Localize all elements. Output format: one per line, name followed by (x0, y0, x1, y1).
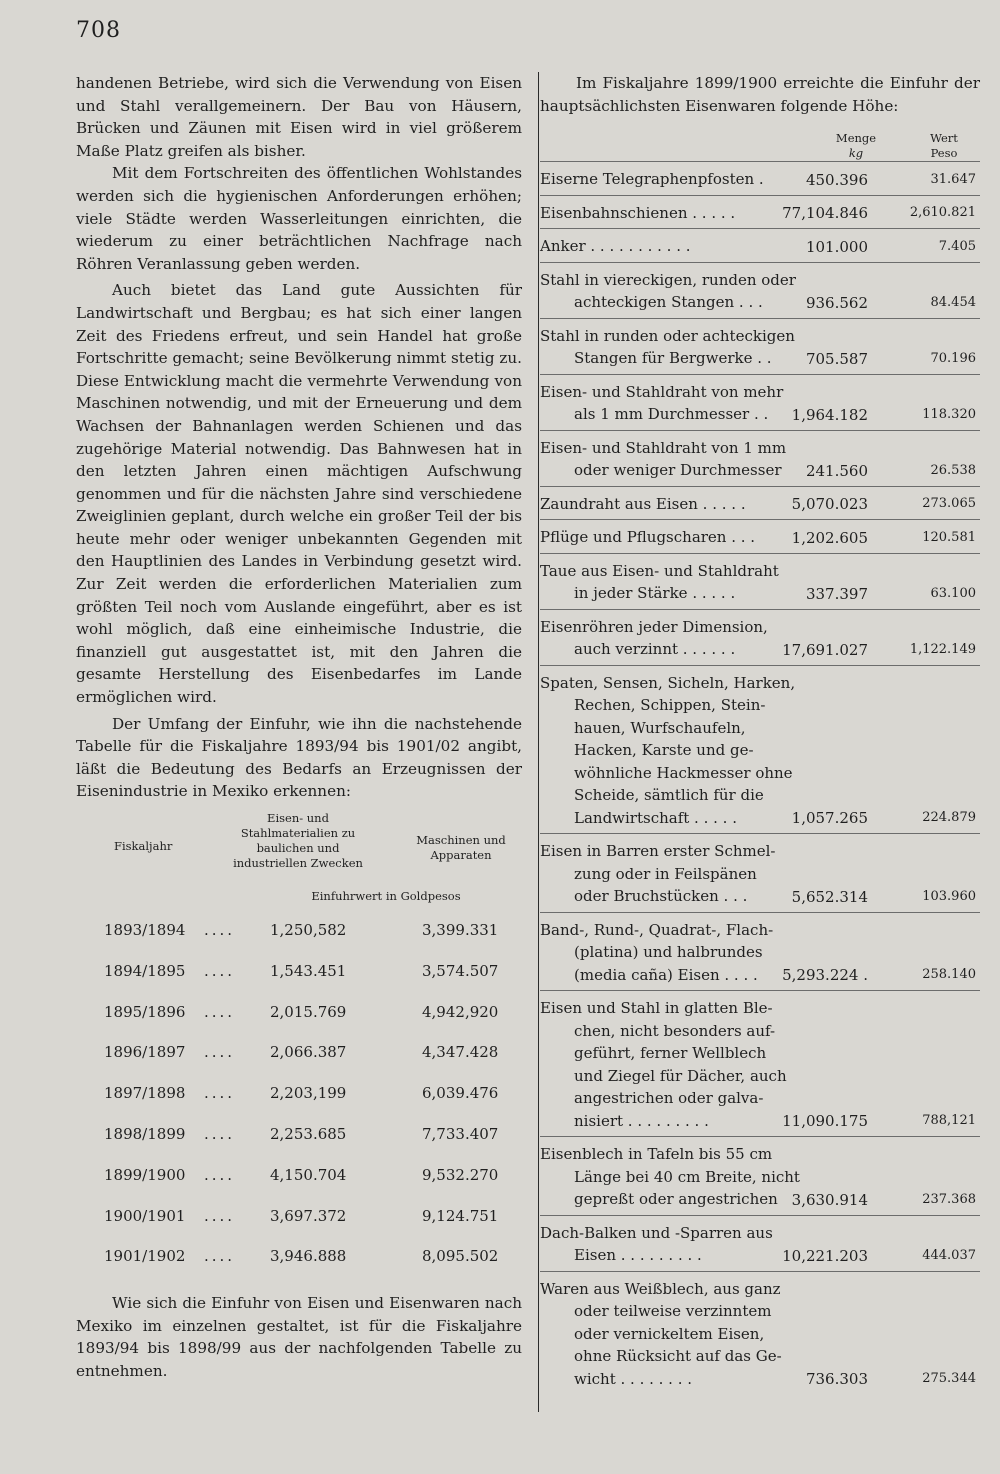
iron-steel-value: 2,253.685 (270, 1124, 347, 1143)
iron-steel-value: 3,946.888 (270, 1247, 347, 1266)
paragraph: Auch bietet das Land gute Aussichten für Landwirtschaft und Bergbau; es hat sich einer langen Zeit des Friedens erfreut, und sein Handel hat große Fortschritte gemacht; seine Bevölkerung nimmt stetig zu. Diese Entwicklung macht die vermehrte Verwendung von Maschinen notwendig, und mit der Erneuerung und dem Wachsen der Bahnanlagen werden Schienen und das zugehörige Material notwendig. Das Bahnwesen hat in den letzten Jahren einen mächtigen Aufschwung genommen und für die nächsten Jahre sind verschiedene Zweiglinien geplant, durch welche ein großer Teil der bis heute mehr oder weniger unbekannten Gegenden mit den Hauptlinien des Landes in Verbindung gesetzt wird. Zur Zeit werden die erforderlichen Materialien zum größten Teil noch vom Auslande eingeführt, aber es ist wohl möglich, daß eine einheimische Industrie, die finanziell gut ausgestattet ist, mit den Jahren die gesamte Herstellung des Eisenbedarfes im Lande ermöglichen wird. (76, 281, 522, 707)
item-description (540, 325, 802, 370)
table-row (540, 912, 980, 991)
item-line: (media caña) Eisen . . . . (574, 965, 758, 984)
value-peso: 444.037 (922, 1247, 976, 1263)
goods-table-header (540, 127, 980, 161)
value-peso: 273.065 (922, 496, 976, 512)
value-peso: 258.140 (922, 967, 976, 983)
leader-dots: .... (204, 1124, 236, 1143)
quantity-kg: 1,202.605 (791, 528, 868, 547)
machines-value: 9,124.751 (422, 1206, 499, 1225)
item-line: Rechen, Schippen, Stein- (574, 696, 766, 715)
table-row (540, 430, 980, 486)
quantity-kg: 77,104.846 (782, 204, 868, 223)
item-description (540, 437, 802, 482)
column-divider (538, 72, 539, 1412)
item-line: achteckigen Stangen . . . (574, 293, 763, 312)
fiscal-year: 1900/1901 (104, 1206, 186, 1225)
value-peso: 788,121 (922, 1113, 976, 1129)
quantity-kg: 705.587 (805, 349, 868, 368)
table-row (540, 833, 980, 912)
leader-dots: .... (204, 1165, 236, 1184)
fiscal-year: 1893/1894 (104, 921, 186, 939)
item-description (540, 616, 802, 661)
quantity-kg: 736.303 (805, 1370, 868, 1389)
fiscal-year: 1897/1898 (104, 1084, 186, 1103)
table-row (540, 1136, 980, 1215)
fiscal-year: 1896/1897 (104, 1043, 186, 1062)
table-row (76, 1239, 522, 1280)
table-row (76, 995, 522, 1036)
item-line: Anker . . . . . . . . . . . (540, 237, 691, 256)
item-line: Länge bei 40 cm Breite, nicht (574, 1167, 800, 1186)
item-description (540, 1222, 802, 1267)
leader-dots: .... (204, 921, 236, 939)
table-row (540, 374, 980, 430)
item-line: Band-, Rund-, Quadrat-, Flach- (540, 920, 774, 939)
fiscal-year: 1895/1896 (104, 1002, 186, 1021)
item-line: geführt, ferner Wellblech (574, 1044, 767, 1063)
quantity-kg: 5,293.224 . (782, 966, 868, 985)
item-line: Zaundraht aus Eisen . . . . . (540, 494, 746, 513)
leader-dots: .... (204, 1206, 236, 1225)
quantity-kg: 450.396 (805, 170, 868, 189)
header-iron-steel: Eisen- und Stahlmaterialien zu baulichen und industriellen Zwecken (233, 811, 363, 870)
value-peso: 2,610.821 (909, 205, 976, 221)
item-line: in jeder Stärke . . . . . (574, 584, 736, 603)
quantity-kg: 11,090.175 (782, 1112, 868, 1131)
quantity-kg: 3,630.914 (791, 1190, 868, 1209)
goods-table-body (540, 161, 980, 1394)
machines-value: 6,039.476 (422, 1084, 499, 1103)
page-number: 708 (76, 18, 121, 43)
item-line: und Ziegel für Dächer, auch (574, 1066, 787, 1085)
table-row (540, 609, 980, 665)
iron-steel-value: 2,203,199 (270, 1084, 347, 1103)
quantity-kg: 10,221.203 (782, 1246, 868, 1265)
leader-dots: .... (204, 1084, 236, 1103)
item-line: Stahl in viereckigen, runden oder (540, 270, 796, 289)
item-line: hauen, Wurfschaufeln, (574, 718, 746, 737)
item-line: oder Bruchstücken . . . (574, 887, 748, 906)
table-row (76, 954, 522, 995)
paragraph: handenen Betriebe, wird sich die Verwendung von Eisen und Stahl verallgemeinern. Der Bau von Häusern, Brücken und Zäunen mit Eisen wird in viel größerem Maße Platz greifen als bisher. (76, 74, 522, 160)
fiscal-year: 1899/1900 (104, 1165, 186, 1184)
item-line: auch verzinnt . . . . . . (574, 640, 736, 659)
right-column (540, 72, 980, 1394)
item-line: gepreßt oder angestrichen (574, 1190, 778, 1209)
value-peso: 118.320 (922, 406, 976, 422)
paragraph: Mit dem Fortschreiten des öffentlichen Wohlstandes werden sich die hygienischen Anforderungen erhöhen; viele Städte werden Wasserleitungen einrichten, die wiederum zu einer beträchtlichen Nachfrage nach Röhren Veranlassung geben werden. (76, 164, 522, 273)
item-line: angestrichen oder galva- (574, 1089, 764, 1108)
item-line: Waren aus Weißblech, aus ganz (540, 1279, 781, 1298)
table-row (540, 665, 980, 834)
value-peso: 275.344 (922, 1371, 976, 1387)
table-row (76, 1035, 522, 1076)
value-peso: 224.879 (922, 810, 976, 826)
quantity-kg: 17,691.027 (782, 640, 868, 659)
item-description (540, 1278, 802, 1391)
paragraph: Der Umfang der Einfuhr, wie ihn die nachstehende Tabelle für die Fiskaljahre 1893/94 bis 1901/02 angibt, läßt die Bedeutung des Bedarfs an Erzeugnissen der Eisenindustrie in Mexiko erkennen: (76, 714, 522, 801)
item-line: Spaten, Sensen, Sicheln, Harken, (540, 673, 796, 692)
paragraph: Wie sich die Einfuhr von Eisen und Eisenwaren nach Mexiko im einzelnen gestaltet, ist für die Fiskaljahre 1893/94 bis 1898/99 aus der nachfolgenden Tabelle zu entnehmen. (76, 1294, 522, 1380)
item-line: ohne Rücksicht auf das Ge- (574, 1347, 782, 1366)
item-line: Landwirtschaft . . . . . (574, 808, 737, 827)
table-row (540, 519, 980, 553)
item-line: Hacken, Karste und ge- (574, 741, 754, 760)
item-line: Eisen in Barren erster Schmel- (540, 842, 776, 861)
quantity-kg: 1,964.182 (791, 405, 868, 424)
machines-value: 4,942,920 (422, 1002, 499, 1021)
item-line: Scheide, sämtlich für die (574, 786, 764, 805)
leader-dots: .... (204, 961, 236, 980)
item-description (540, 1143, 802, 1211)
value-peso: 1,122.149 (909, 641, 976, 657)
item-line: Eiserne Telegraphenpfosten . (540, 170, 764, 189)
item-line: Stahl in runden oder achteckigen (540, 326, 795, 345)
item-description (540, 672, 802, 830)
item-line: als 1 mm Durchmesser . . (574, 405, 769, 424)
machines-value: 9,532.270 (422, 1165, 499, 1184)
item-line: Eisen- und Stahldraht von 1 mm (540, 438, 787, 457)
machines-value: 7,733.407 (422, 1124, 499, 1143)
iron-steel-value: 4,150.704 (270, 1165, 347, 1184)
value-peso: 120.581 (922, 529, 976, 545)
paragraph: Im Fiskaljahre 1899/1900 erreichte die Einfuhr der hauptsächlichsten Eisenwaren folgende Höhe: (540, 74, 980, 115)
iron-steel-value: 3,697.372 (270, 1206, 347, 1225)
item-line: nisiert . . . . . . . . . (574, 1111, 709, 1130)
table-row (540, 553, 980, 609)
import-table-header (76, 807, 522, 913)
fiscal-year: 1894/1895 (104, 961, 186, 980)
quantity-kg: 5,070.023 (791, 495, 868, 514)
header-import-value: Einfuhrwert in Goldpesos (311, 889, 461, 903)
machines-value: 8,095.502 (422, 1247, 499, 1266)
table-row (540, 228, 980, 262)
item-line: Dach-Balken und -Sparren aus (540, 1223, 773, 1242)
leader-dots: .... (204, 1043, 236, 1062)
quantity-kg: 241.560 (805, 461, 868, 480)
quantity-kg: 101.000 (805, 237, 868, 256)
item-line: Stangen für Bergwerke . . (574, 349, 772, 368)
item-description (540, 168, 802, 191)
item-description (540, 235, 802, 258)
item-description (540, 997, 802, 1132)
table-row (76, 1158, 522, 1199)
import-table-body (76, 913, 522, 1280)
table-row (540, 318, 980, 374)
item-description (540, 493, 802, 516)
quantity-kg: 1,057.265 (791, 809, 868, 828)
table-row (540, 486, 980, 520)
leader-dots: .... (204, 1247, 236, 1266)
table-row (540, 1271, 980, 1395)
header-fiscal-year: Fiskaljahr (114, 839, 173, 853)
item-description (540, 526, 802, 549)
machines-value: 3,399.331 (422, 921, 499, 939)
fiscal-year: 1901/1902 (104, 1247, 186, 1266)
value-peso: 70.196 (930, 350, 976, 366)
header-menge: Menge kg (835, 131, 877, 161)
item-line: zung oder in Feilspänen (574, 864, 757, 883)
item-description (540, 202, 802, 225)
item-line: Eisenblech in Tafeln bis 55 cm (540, 1145, 773, 1164)
item-description (540, 381, 802, 426)
quantity-kg: 936.562 (805, 293, 868, 312)
item-line: Eisen . . . . . . . . . (574, 1246, 702, 1265)
machines-value: 4,347.428 (422, 1043, 499, 1062)
item-line: oder teilweise verzinntem (574, 1302, 772, 1321)
fiscal-year: 1898/1899 (104, 1124, 186, 1143)
item-description (540, 840, 802, 908)
value-peso: 103.960 (922, 888, 976, 904)
item-line: oder weniger Durchmesser (574, 461, 782, 480)
quantity-kg: 337.397 (805, 584, 868, 603)
item-description (540, 269, 802, 314)
item-line: Eisenröhren jeder Dimension, (540, 617, 768, 636)
value-peso: 31.647 (930, 171, 976, 187)
item-line: (platina) und halbrundes (574, 943, 763, 962)
quantity-kg: 5,652.314 (791, 887, 868, 906)
item-description (540, 560, 802, 605)
table-row (76, 913, 522, 954)
table-row (540, 161, 980, 195)
value-peso: 7.405 (938, 238, 976, 254)
header-wert: Wert Peso (930, 131, 958, 161)
item-line: chen, nicht besonders auf- (574, 1021, 776, 1040)
header-machines: Maschinen und Apparaten (416, 833, 506, 862)
value-peso: 237.368 (922, 1191, 976, 1207)
table-row (540, 990, 980, 1136)
table-row (76, 1199, 522, 1240)
iron-steel-value: 2,066.387 (270, 1043, 347, 1062)
value-peso: 63.100 (930, 585, 976, 601)
item-line: Eisenbahnschienen . . . . . (540, 203, 736, 222)
table-row (540, 1215, 980, 1271)
iron-steel-value: 2,015.769 (270, 1002, 347, 1021)
table-row (76, 1117, 522, 1158)
item-line: Taue aus Eisen- und Stahldraht (540, 561, 779, 580)
item-line: Eisen- und Stahldraht von mehr (540, 382, 784, 401)
value-peso: 26.538 (930, 462, 976, 478)
iron-steel-value: 1,543.451 (270, 961, 347, 980)
item-description (540, 919, 802, 987)
item-line: wicht . . . . . . . . (574, 1369, 693, 1388)
table-row (540, 195, 980, 229)
left-column (76, 72, 522, 1383)
table-row (540, 262, 980, 318)
leader-dots: .... (204, 1002, 236, 1021)
item-line: Eisen und Stahl in glatten Ble- (540, 999, 773, 1018)
value-peso: 84.454 (930, 294, 976, 310)
iron-steel-value: 1,250,582 (270, 921, 347, 939)
item-line: Pflüge und Pflugscharen . . . (540, 528, 756, 547)
item-line: oder vernickeltem Eisen, (574, 1324, 765, 1343)
table-row (76, 1076, 522, 1117)
item-line: wöhnliche Hackmesser ohne (574, 763, 793, 782)
machines-value: 3,574.507 (422, 961, 499, 980)
